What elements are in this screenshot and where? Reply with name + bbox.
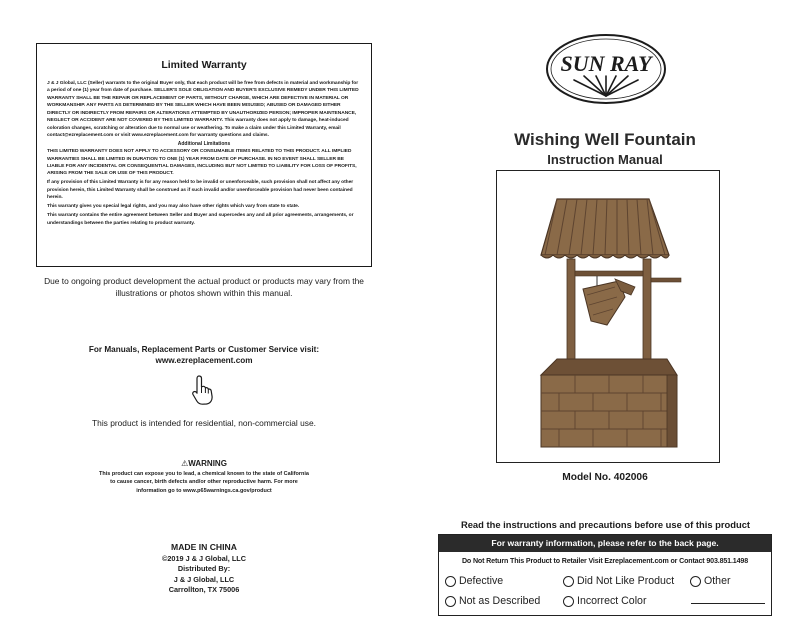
option-label: Did Not Like Product	[577, 575, 675, 587]
option-label: Other	[704, 575, 731, 587]
city-line: Carrollton, TX 75006	[168, 585, 240, 595]
option-did-not-like[interactable]	[563, 575, 674, 587]
copyright-line: ©2019 J & J Global, LLC	[161, 554, 247, 563]
warranty-paragraph: This warranty contains the entire agreement between Seller and Buyer and supercedes any and all prior agreements, arrangements, or understandings between the parties relating to product warranty.	[47, 213, 354, 226]
residential-use-notice: This product is intended for residential, non-commercial use.	[92, 418, 316, 428]
manuals-url-link[interactable]: www.ezreplacement.com	[155, 356, 253, 365]
return-reason-box	[438, 534, 772, 616]
limited-warranty-box	[36, 43, 372, 267]
option-incorrect-color[interactable]	[563, 595, 646, 607]
radio-circle-icon[interactable]	[445, 576, 456, 587]
manuals-heading: For Manuals, Replacement Parts or Customer Service visit:	[88, 345, 320, 354]
warranty-paragraph: This warranty gives you special legal rights, and you may also have other rights which vary from state to state.	[47, 204, 300, 210]
logo-text: SUN RAY	[560, 51, 652, 76]
warranty-paragraph: THIS LIMITED WARRANTY DOES NOT APPLY TO ACCESSORY OR CONSUMABLE ITEMS RELATED TO THIS PRODUCT. ALL IMPLIED WARRANTIES SHALL BE LIMITED IN DURATION TO ONE (1) YEAR FROM DATE OF PURCHASE. IN NO EVENT SHALL SELLER BE LIABLE FOR ANY INCIDENTAL OR CONSEQUENTIAL DAMAGES, INCLUDING BUT NOT LIMITED TO LIABILITY FOR LOSS OF PROFITS, ARISING FROM THE SALE OR USE OF THIS PRODUCT.	[47, 149, 357, 177]
warranty-paragraph: J & J Global, LLC (Seller) warrants to the original Buyer only, that each product will be free from defects in material and workmanship for a period of one (1) year from date of purchase. SELLER'S SOLE OBLIGATION AND BUYER'S EXCLUSIVE REMEDY UNDER THIS LIMITED WARRANTY SHALL BE THE REPAIR OR REPLACEMENT OF PARTS, WITHOUT CHARGE, WHICH ARE DEFECTIVE IN MATERIAL OR WORKMANSHIP. ANY PARTS AS DETERMINED BY THE SELLER WHICH HAVE BEEN MISUSED; ABUSED OR DAMAGED EITHER DIRECTLY OR INDIRECTLY FROM REPAIRS OR ALTERATIONS ATTEMPTED BY UNAUTHORIZED PERSON; IMPROPER MAINTENANCE, NEGLECT OR ACCIDENT ARE NOT COVERED BY THIS LIMITED WARRANTY. This warranty does not apply to damage, heat-induced coloration changes, scratching or alteration due to normal use or weathering. To make a claim under this Limited Warranty, email contact@ezreplacement.com or visit www.ezreplacement.com for warranty questions and claims.	[47, 81, 359, 139]
option-label: Incorrect Color	[577, 595, 647, 607]
made-in-label: MADE IN CHINA	[171, 542, 237, 552]
other-write-in-line[interactable]	[691, 603, 765, 604]
distributed-by-line: Distributed By:	[177, 564, 231, 574]
wishing-well-illustration	[497, 171, 720, 463]
radio-circle-icon[interactable]	[563, 576, 574, 587]
product-title: Wishing Well Fountain	[514, 130, 696, 149]
distributor-info	[36, 554, 372, 595]
option-label: Defective	[459, 575, 504, 587]
warranty-banner: For warranty information, please refer to the back page.	[439, 535, 771, 552]
option-defective[interactable]	[445, 575, 503, 587]
do-not-return-notice: Do Not Return This Product to Retailer Visit Ezreplacement.com or Contact 903.851.1498	[461, 557, 749, 565]
company-line: J & J Global, LLC	[173, 574, 235, 584]
radio-circle-icon[interactable]	[563, 596, 574, 607]
option-label: Not as Described	[459, 595, 541, 607]
manual-subtitle: Instruction Manual	[547, 152, 663, 167]
warranty-title: Limited Warranty	[161, 59, 247, 71]
sunray-logo	[544, 32, 668, 106]
pointing-hand-icon	[190, 374, 216, 406]
option-not-as-described[interactable]	[445, 595, 540, 607]
radio-circle-icon[interactable]	[690, 576, 701, 587]
read-instructions-notice: Read the instructions and precautions before use of this product	[460, 519, 751, 530]
additional-limitations-title: Additional Limitations	[177, 141, 231, 148]
warning-heading: ⚠WARNING	[181, 459, 227, 468]
warranty-paragraph: If any provision of this Limited Warranty is for any reason held to be invalid or unenforceable, such provision shall not affect any other provision herein, this Limited Warranty shall be construed as if such invalid and/or unenforceable provision had never been contained herein.	[47, 180, 354, 201]
radio-circle-icon[interactable]	[445, 596, 456, 607]
option-other[interactable]	[690, 575, 731, 587]
product-image-frame	[496, 170, 720, 463]
product-disclaimer: Due to ongoing product development the actual product or products may vary from the illustrations or photos shown within this manual.	[44, 276, 364, 298]
model-number: Model No. 402006	[562, 472, 648, 483]
prop65-warning-text: This product can expose you to lead, a chemical known to the state of California to cause cancer, birth defects and/or other reproductive harm. For more information go to www.p65warnings.ca.gov/product	[99, 471, 309, 494]
